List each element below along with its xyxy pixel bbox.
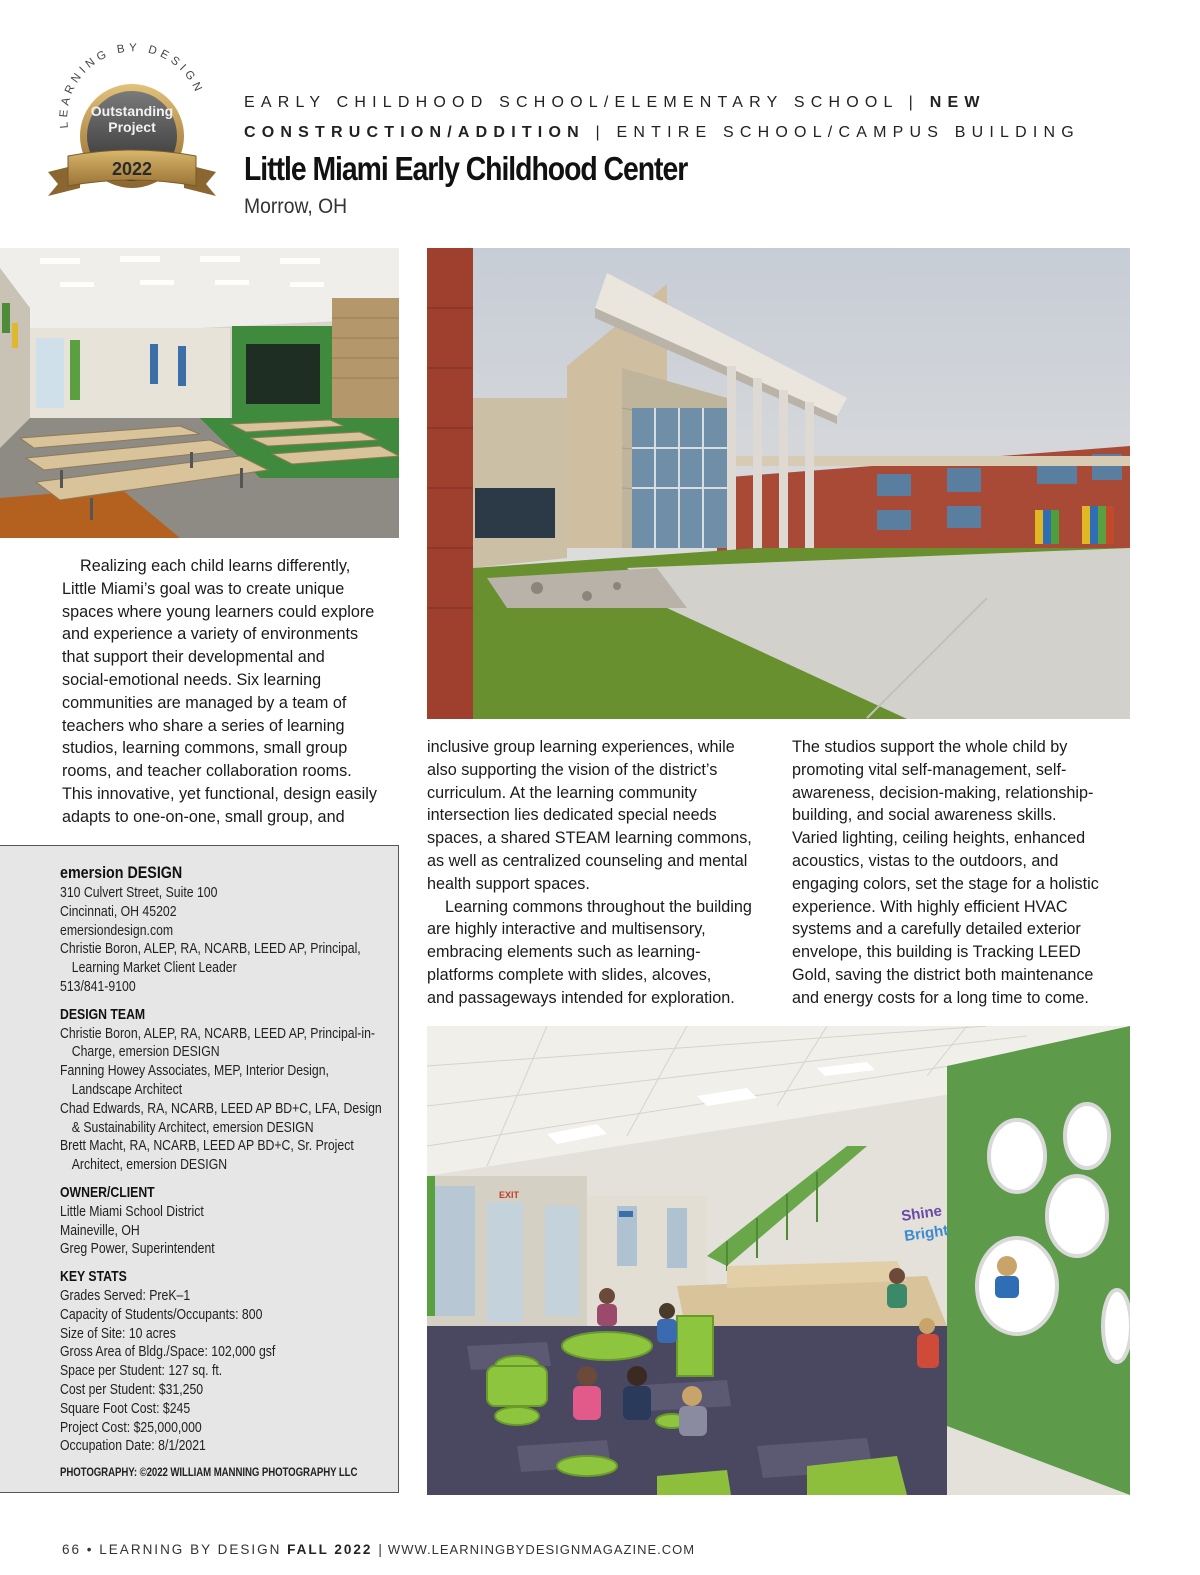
key-stat-line: Occupation Date: 8/1/2021	[60, 1438, 206, 1455]
text-line: health support spaces.	[427, 874, 590, 893]
design-team-line: & Sustainability Architect, emersion DESIGN	[71, 1119, 314, 1136]
footer-separator: |	[378, 1542, 382, 1557]
text-line: and passageways intended for exploration.	[427, 988, 735, 1007]
category-line-2	[244, 118, 1144, 148]
badge-year: 2022	[111, 159, 153, 179]
wall-text-bright: Bright	[903, 1221, 950, 1245]
key-stat-line: Space per Student: 127 sq. ft.	[60, 1363, 223, 1380]
text-line: embracing elements such as learning-	[427, 943, 701, 962]
right-paragraph	[792, 736, 1137, 1010]
middle-column	[427, 736, 772, 1010]
interior-photo	[427, 1026, 1130, 1495]
badge-arc-text: LEARNING BY DESIGN	[58, 42, 206, 129]
text-line: acoustics, vistas to the outdoors, and	[792, 851, 1059, 870]
photo-credit: PHOTOGRAPHY: ©2022 WILLIAM MANNING PHOTOGRAPHY LLC	[60, 1467, 358, 1480]
design-team-line: Charge, emersion DESIGN	[71, 1044, 220, 1061]
magazine-name: LEARNING BY DESIGN	[99, 1542, 282, 1557]
design-team-line: Architect, emersion DESIGN	[71, 1157, 228, 1174]
text-line: experience. With highly efficient HVAC	[792, 897, 1068, 916]
cafeteria-illustration	[0, 248, 399, 538]
key-stat-line: Size of Site: 10 acres	[60, 1325, 176, 1342]
category-line1-text: EARLY CHILDHOOD SCHOOL/ELEMENTARY SCHOOL |	[244, 94, 930, 111]
text-line: teachers who share a series of learning	[62, 716, 345, 735]
sidebar-content	[60, 862, 382, 1481]
award-badge	[40, 36, 220, 211]
badge-line2: Project	[108, 119, 156, 135]
firm-details	[60, 884, 361, 997]
key-stats-heading: KEY STATS	[60, 1269, 127, 1286]
middle-paragraph-1	[427, 736, 772, 896]
intro-column	[62, 555, 392, 829]
text-line: social-emotional needs. Six learning	[62, 670, 322, 689]
text-line: communities are managed by a team of	[62, 693, 347, 712]
magazine-url[interactable]: WWW.LEARNINGBYDESIGNMAGAZINE.COM	[387, 1542, 696, 1557]
exit-sign: EXIT	[499, 1190, 520, 1200]
firm-detail-line: Cincinnati, OH 45202	[60, 903, 177, 920]
text-line: Gold, saving the district both maintenance	[792, 965, 1094, 984]
project-location: Morrow, OH	[244, 195, 348, 218]
text-line: platforms complete with slides, alcoves,	[427, 965, 712, 984]
exterior-illustration	[427, 248, 1130, 719]
middle-paragraph-2	[427, 896, 772, 1010]
text-line: are highly interactive and multisensory,	[427, 920, 706, 939]
text-line: Little Miami’s goal was to create unique	[62, 579, 345, 598]
category-line-1	[244, 88, 1144, 118]
firm-detail-line: Learning Market Client Leader	[71, 960, 237, 977]
text-line: The studios support the whole child by	[792, 738, 1068, 756]
text-line: spaces where young learners could explore	[62, 602, 375, 621]
owner-line: Little Miami School District	[60, 1203, 204, 1220]
project-title: Little Miami Early Childhood Center	[244, 150, 688, 187]
intro-paragraph	[62, 555, 392, 829]
cafeteria-photo	[0, 248, 399, 538]
project-info-sidebar	[0, 845, 399, 1493]
design-team-heading: DESIGN TEAM	[60, 1006, 146, 1023]
text-line: engaging colors, set the stage for a holistic	[792, 874, 1099, 893]
exterior-photo	[427, 248, 1130, 719]
text-line: Realizing each child learns differently,	[80, 557, 351, 575]
design-team-line: Landscape Architect	[71, 1081, 183, 1098]
design-team-line: Chad Edwards, RA, NCARB, LEED AP BD+C, LFA, Design	[60, 1100, 382, 1117]
category-line1-bold: NEW	[929, 94, 986, 111]
firm-name: emersion DESIGN	[60, 863, 183, 882]
text-line: that support their developmental and	[62, 648, 325, 667]
text-line: rooms, and teacher collaboration rooms.	[62, 762, 352, 781]
page-number: 66	[62, 1542, 82, 1557]
text-line: spaces, a shared STEAM learning commons,	[427, 829, 752, 848]
category-line2-bold: CONSTRUCTION/ADDITION	[244, 124, 585, 141]
design-team-line: Christie Boron, ALEP, RA, NCARB, LEED AP, Principal-in-	[60, 1025, 376, 1042]
key-stats-list	[60, 1287, 337, 1456]
text-line: inclusive group learning experiences, while	[427, 738, 735, 756]
text-line: Varied lighting, ceiling heights, enhanced	[792, 829, 1086, 848]
firm-detail-line: 513/841-9100	[60, 978, 136, 995]
interior-illustration	[427, 1026, 1130, 1495]
text-line: as well as centralized counseling and mental	[427, 851, 748, 870]
text-line: and energy costs for a long time to come.	[792, 988, 1089, 1007]
owner-list	[60, 1203, 337, 1259]
wall-text-shine: Shine	[900, 1202, 944, 1225]
text-line: building, and social awareness skills.	[792, 806, 1057, 825]
key-stat-line: Gross Area of Bldg./Space: 102,000 gsf	[60, 1344, 276, 1361]
firm-detail-line: Christie Boron, ALEP, RA, NCARB, LEED AP, Principal,	[60, 941, 361, 958]
text-line: promoting vital self-management, self-	[792, 760, 1067, 779]
owner-line: Maineville, OH	[60, 1222, 140, 1239]
footer-bullet: •	[86, 1542, 94, 1557]
firm-detail-line: 310 Culvert Street, Suite 100	[60, 885, 218, 901]
design-team-line: Fanning Howey Associates, MEP, Interior Design,	[60, 1063, 329, 1080]
text-line: intersection lies dedicated special needs	[427, 806, 717, 825]
key-stat-line: Cost per Student: $31,250	[60, 1381, 204, 1398]
text-line: studios, learning commons, small group	[62, 739, 348, 758]
text-line: adapts to one-on-one, small group, and	[62, 807, 345, 826]
text-line: Learning commons throughout the building	[445, 897, 752, 916]
key-stat-line: Grades Served: PreK–1	[60, 1287, 191, 1304]
project-category	[244, 88, 1144, 148]
category-line2-text: | ENTIRE SCHOOL/CAMPUS BUILDING	[584, 124, 1080, 141]
design-team-list	[60, 1025, 382, 1175]
key-stat-line: Capacity of Students/Occupants: 800	[60, 1306, 263, 1323]
award-badge-graphic	[40, 36, 220, 211]
owner-heading: OWNER/CLIENT	[60, 1184, 155, 1201]
key-stat-line: Project Cost: $25,000,000	[60, 1419, 202, 1436]
page-footer	[62, 1542, 695, 1557]
owner-line: Greg Power, Superintendent	[60, 1241, 215, 1258]
right-column	[792, 736, 1137, 1010]
issue-label: FALL 2022	[287, 1542, 373, 1557]
text-line: envelope, this building is Tracking LEED	[792, 943, 1081, 962]
design-team-line: Brett Macht, RA, NCARB, LEED AP BD+C, Sr. Project	[60, 1138, 354, 1155]
text-line: curriculum. At the learning community	[427, 783, 697, 802]
firm-detail-line: emersiondesign.com	[60, 922, 174, 939]
text-line: and experience a variety of environments	[62, 625, 359, 644]
badge-line1: Outstanding	[90, 103, 174, 119]
text-line: systems and a carefully detailed exterior	[792, 920, 1081, 939]
key-stat-line: Square Foot Cost: $245	[60, 1400, 191, 1417]
text-line: awareness, decision-making, relationship-	[792, 783, 1094, 802]
text-line: also supporting the vision of the district’s	[427, 760, 718, 779]
text-line: This innovative, yet functional, design easily	[62, 784, 377, 803]
